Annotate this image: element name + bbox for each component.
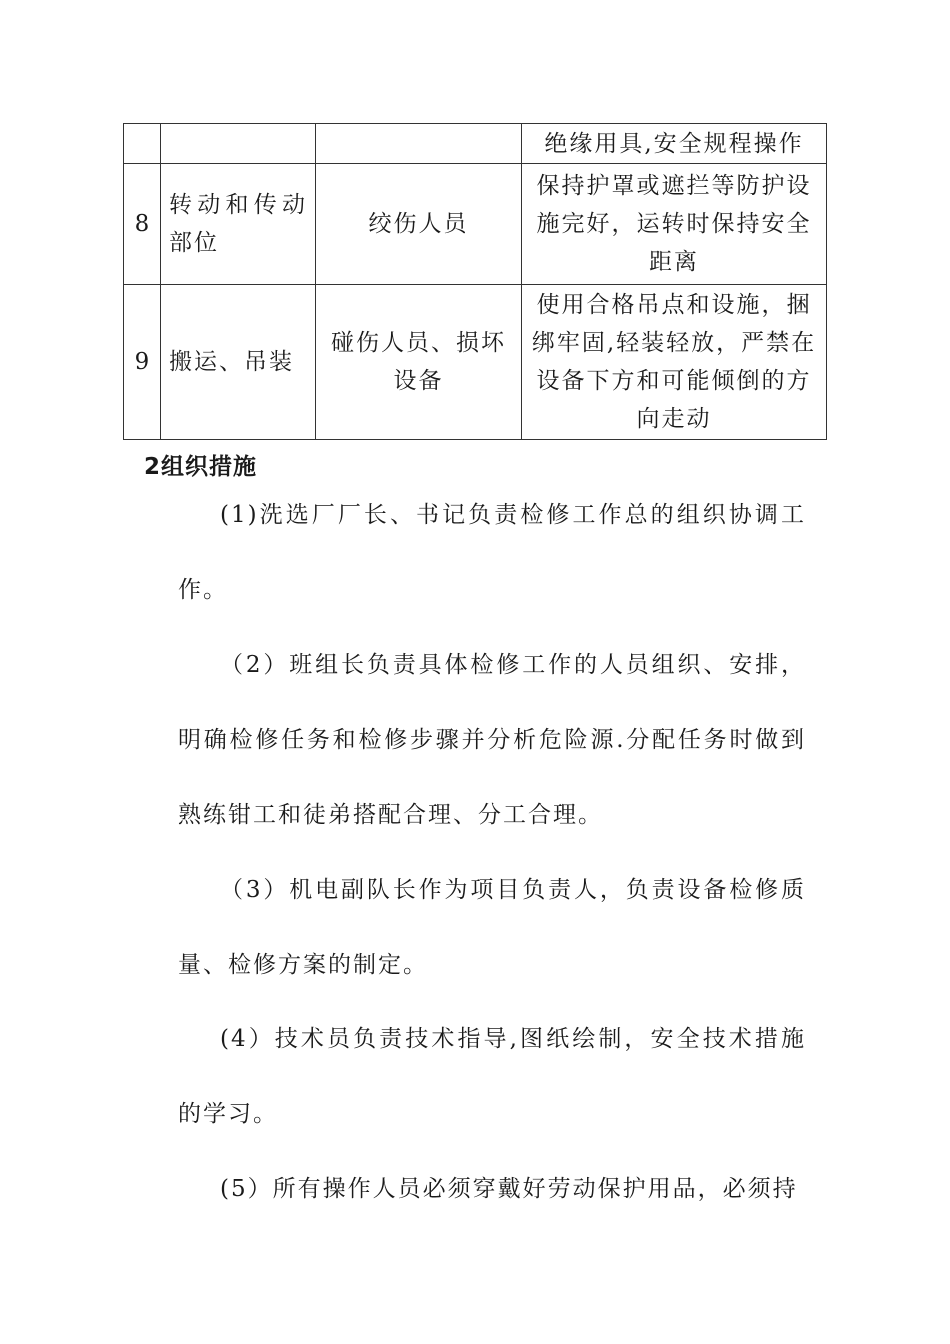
control-measure-cell: 绝缘用具,安全规程操作	[522, 124, 827, 164]
paragraph-5: (5）所有操作人员必须穿戴好劳动保护用品，必须持	[220, 1176, 798, 1202]
hazard-item-cell: 转动和传动部位	[161, 164, 316, 285]
control-measure-cell: 保持护罩或遮拦等防护设施完好，运转时保持安全距离	[522, 164, 827, 285]
hazard-consequence-cell: 碰伤人员、损坏设备	[316, 285, 522, 440]
table-row	[124, 164, 827, 285]
paragraph-4: (4）技术员负责技术指导,图纸绘制，安全技术措施的学习。	[178, 1026, 806, 1127]
table-row	[124, 124, 827, 164]
hazard-item-cell: 搬运、吊装	[161, 285, 316, 440]
control-measure-cell: 使用合格吊点和设施，捆绑牢固,轻装轻放，严禁在设备下方和可能倾倒的方向走动	[522, 285, 827, 440]
risk-table	[123, 123, 827, 440]
row-number-cell	[124, 124, 161, 164]
table-row	[124, 285, 827, 440]
row-number-cell: 9	[124, 285, 161, 440]
hazard-consequence-cell: 绞伤人员	[316, 164, 522, 285]
hazard-consequence-cell	[316, 124, 522, 164]
paragraph-1: (1)洗选厂厂长、书记负责检修工作总的组织协调工作。	[178, 502, 806, 603]
section-heading: 2组织措施	[144, 454, 258, 480]
row-number-cell: 8	[124, 164, 161, 285]
hazard-item-cell	[161, 124, 316, 164]
paragraph-3: （3）机电副队长作为项目负责人，负责设备检修质量、检修方案的制定。	[178, 877, 806, 978]
paragraph-2: （2）班组长负责具体检修工作的人员组织、安排，明确检修任务和检修步骤并分析危险源.分配任务时做到熟练钳工和徒弟搭配合理、分工合理。	[178, 652, 806, 828]
